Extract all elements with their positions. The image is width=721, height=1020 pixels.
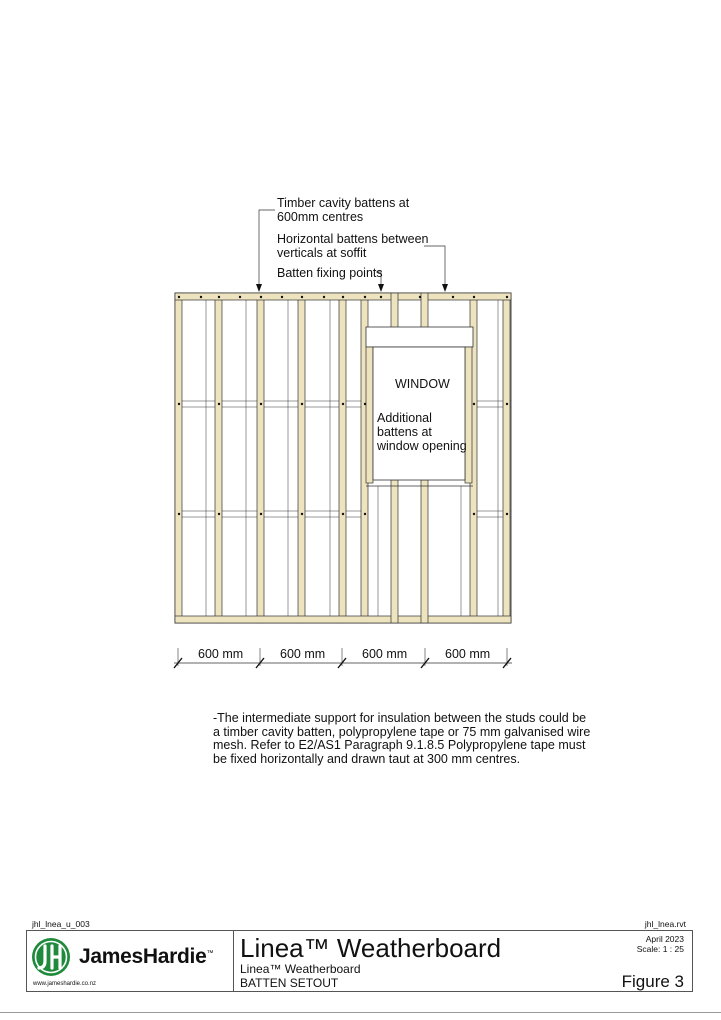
dimension-label-3: 600 mm [362, 647, 408, 661]
fixing-dot-1-8 [473, 403, 475, 405]
horizontal-battens-leader-line [424, 246, 445, 285]
drawing-ref-right: jhl_lnea.rvt [644, 919, 686, 929]
soffit-dot-2 [281, 296, 283, 298]
window-jamb-batten-left [366, 347, 373, 483]
vertical-batten-4 [339, 293, 346, 623]
document-subtitle: Linea™ Weatherboard [240, 962, 361, 976]
fixing-dot-0-0 [178, 296, 180, 298]
fixing-dot-1-4 [342, 403, 344, 405]
horizontal-battens-leader-arrow [442, 284, 448, 292]
fixing-dot-0-7 [452, 296, 454, 298]
dimension-label-1: 600 mm [198, 647, 244, 661]
fixing-dot-1-2 [260, 403, 262, 405]
fixing-dot-2-9 [506, 513, 508, 515]
vertical-batten-0 [175, 293, 182, 623]
dimension-label-2: 600 mm [280, 647, 326, 661]
timber-battens-leader-line [259, 210, 275, 285]
fixing-dot-2-5 [364, 513, 366, 515]
fixing-dot-0-9 [506, 296, 508, 298]
vertical-batten-1 [215, 293, 222, 623]
additional-battens-line3: window opening [377, 439, 467, 453]
james-hardie-logo-icon [31, 937, 71, 977]
drawing-ref-left: jhl_lnea_u_003 [32, 919, 90, 929]
fixing-dot-1-0 [178, 403, 180, 405]
window-label: WINDOW [395, 377, 450, 391]
fixing-dot-2-3 [301, 513, 303, 515]
fixing-dot-0-1 [218, 296, 220, 298]
soffit-dot-0 [200, 296, 202, 298]
callout-horizontal-battens-line2: verticals at soffit [277, 246, 367, 260]
drawing-scale: Scale: 1 : 25 [636, 944, 684, 954]
fixing-dot-0-6 [380, 296, 382, 298]
window-opening [366, 327, 473, 616]
fixing-dot-2-0 [178, 513, 180, 515]
callout-fixing-points: Batten fixing points [277, 266, 383, 280]
window-lintel [366, 327, 473, 347]
fixing-dot-1-5 [364, 403, 366, 405]
logo-cell [27, 931, 234, 991]
page-edge-line [0, 1012, 721, 1013]
base-batten [175, 616, 511, 623]
vertical-batten-7 [503, 293, 510, 623]
callout-timber-battens-line1: Timber cavity battens at [277, 196, 410, 210]
soffit-dot-1 [239, 296, 241, 298]
insulation-support-note: -The intermediate support for insulation between the studs could be a timber cavity batten, polypropylene tape or 75 mm galvanised wire mesh. Refer to E2/AS1 Paragraph 9.1.8.5 Polypropylene tape must be fixed horizontally and drawn taut at 300 mm centres. [213, 711, 591, 766]
additional-battens-line2: battens at [377, 425, 432, 439]
title-block [26, 930, 693, 992]
brand-name: JamesHardie™ [79, 945, 214, 968]
fixing-dot-1-3 [301, 403, 303, 405]
sill-batten-1 [421, 480, 428, 623]
fixing-dot-2-4 [342, 513, 344, 515]
additional-battens-line1: Additional [377, 411, 432, 425]
website-url: www.jameshardie.co.nz [33, 981, 97, 987]
fixing-dot-0-4 [342, 296, 344, 298]
sill-batten-0 [391, 480, 398, 623]
dimension-label-4: 600 mm [445, 647, 491, 661]
figure-number: Figure 3 [621, 972, 684, 991]
callout-horizontal-battens-line1: Horizontal battens between [277, 232, 429, 246]
fixing-dot-2-2 [260, 513, 262, 515]
fixing-points-leader-arrow [378, 284, 384, 292]
vertical-batten-2 [257, 293, 264, 623]
fixing-dot-0-5 [364, 296, 366, 298]
fixing-dot-1-9 [506, 403, 508, 405]
fixing-dot-1-1 [218, 403, 220, 405]
callout-timber-battens-line2: 600mm centres [277, 210, 364, 224]
soffit-dot-3 [323, 296, 325, 298]
fixing-dot-2-8 [473, 513, 475, 515]
window-jamb-batten-right [465, 347, 472, 483]
soffit-dot-4 [419, 296, 421, 298]
vertical-batten-3 [298, 293, 305, 623]
fixing-dot-2-1 [218, 513, 220, 515]
fixing-dot-0-3 [301, 296, 303, 298]
document-title: Linea™ Weatherboard [240, 933, 502, 963]
drawing-date: April 2023 [645, 934, 684, 944]
timber-battens-leader-arrow [256, 284, 262, 292]
fixing-dot-0-2 [260, 296, 262, 298]
drawing-name: BATTEN SETOUT [240, 976, 339, 990]
fixing-dot-0-8 [473, 296, 475, 298]
